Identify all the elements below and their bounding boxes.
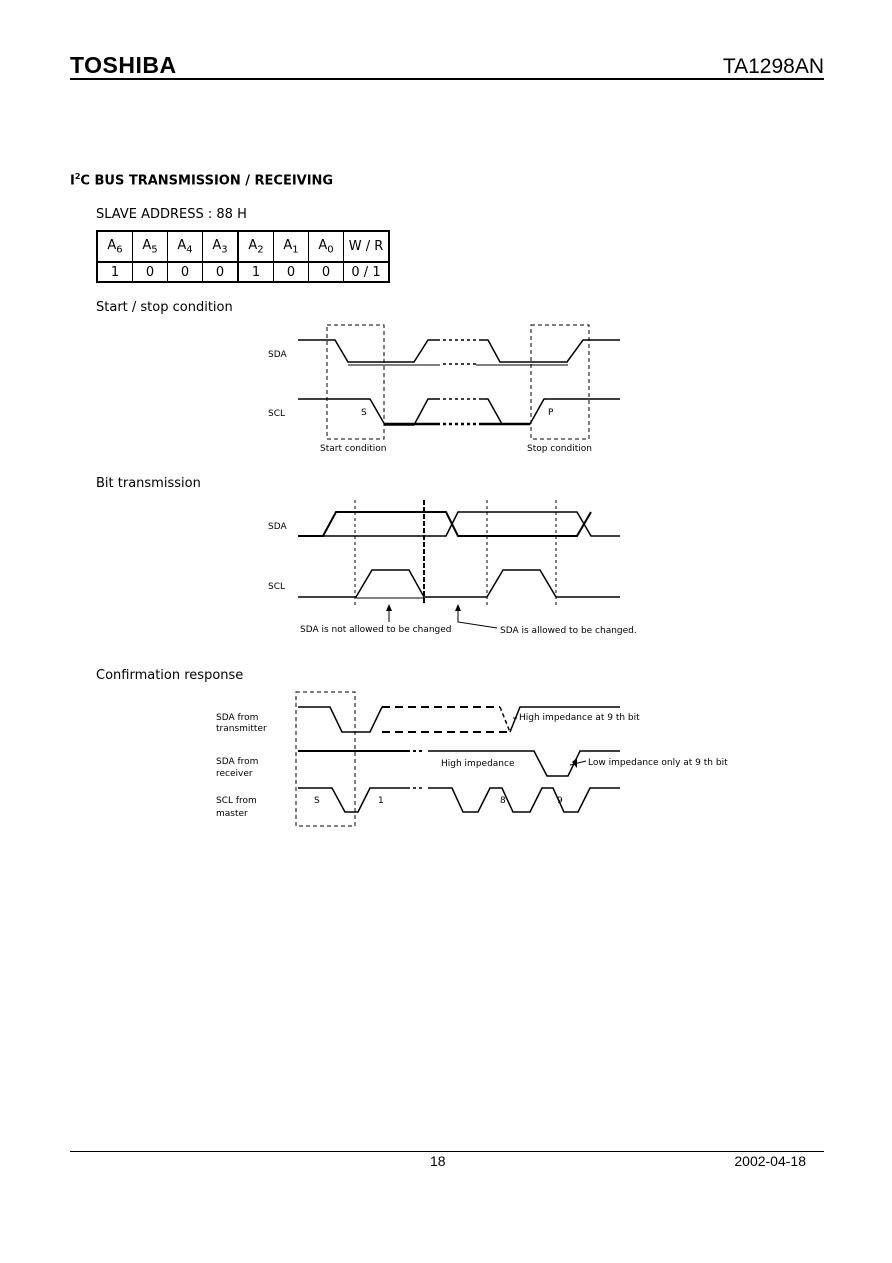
footer-rule xyxy=(70,1151,824,1152)
sda-transmitter-label: transmitter xyxy=(216,724,267,734)
sda-waveform xyxy=(322,512,620,536)
confirmation-diagram xyxy=(216,692,728,826)
sda-receiver-label: SDA from xyxy=(216,757,259,767)
page-number: 18 xyxy=(430,1153,446,1169)
bit-transmission-title: Bit transmission xyxy=(96,476,201,491)
arrow-head xyxy=(455,604,461,611)
allowed-note: SDA is allowed to be changed. xyxy=(500,626,637,636)
clock-9-label: 9 xyxy=(557,796,563,806)
scl-master-label: master xyxy=(216,809,248,819)
sda-waveform xyxy=(298,512,591,536)
bit-header: $A_1$ xyxy=(274,231,309,262)
sda-transmitter-label: SDA from xyxy=(216,713,259,723)
bit-value: 0 xyxy=(168,262,203,282)
arrow-head xyxy=(386,604,392,611)
start-stop-title: Start / stop condition xyxy=(96,300,233,315)
start-marker: S xyxy=(361,408,367,418)
footer-date: 2002-04-18 xyxy=(734,1153,806,1169)
slave-address-label: SLAVE ADDRESS : 88 H xyxy=(96,207,247,222)
sda-waveform xyxy=(298,340,440,362)
sda-receiver-label: receiver xyxy=(216,769,253,779)
scl-label: SCL xyxy=(268,409,286,419)
scl-label: SCL xyxy=(268,582,286,592)
start-marker: S xyxy=(314,796,320,806)
not-allowed-note: SDA is not allowed to be changed xyxy=(300,625,452,635)
sda-waveform xyxy=(479,340,620,362)
scl-master-waveform xyxy=(428,788,620,812)
section-title: $I^2C$ BUS TRANSMISSION / RECEIVING xyxy=(70,172,334,189)
sda-transmitter-waveform xyxy=(298,707,382,732)
low-z-9th-note: Low impedance only at 9 th bit xyxy=(588,758,728,768)
confirmation-title: Confirmation response xyxy=(96,668,244,683)
sda-label: SDA xyxy=(268,522,287,532)
clock-1-label: 1 xyxy=(378,796,384,806)
scl-master-label: SCL from xyxy=(216,796,257,806)
bit-transmission-diagram xyxy=(268,500,637,636)
arrow-allowed xyxy=(458,607,497,628)
bit-header: $A_2$ xyxy=(238,231,274,262)
sda-transmitter-dashed xyxy=(500,707,510,732)
bit-header: $A_5$ xyxy=(133,231,168,262)
start-stop-diagram xyxy=(268,325,620,454)
bit-value: 0 xyxy=(274,262,309,282)
bit-value: 0 xyxy=(309,262,344,282)
brand-logo: TOSHIBA xyxy=(70,52,177,78)
bit-value: 0 xyxy=(203,262,239,282)
bit-value: 1 xyxy=(238,262,274,282)
bit-header: $A_6$ xyxy=(97,231,133,262)
stop-marker: P xyxy=(548,408,554,418)
stop-condition-label: Stop condition xyxy=(527,444,592,454)
bit-header: $A_4$ xyxy=(168,231,203,262)
scl-waveform xyxy=(298,570,620,597)
start-condition-label: Start condition xyxy=(320,444,387,454)
sda-label: SDA xyxy=(268,350,287,360)
bit-value: 0 xyxy=(133,262,168,282)
bit-header: W / R xyxy=(344,231,390,262)
bit-header: $A_3$ xyxy=(203,231,239,262)
bit-header: $A_0$ xyxy=(309,231,344,262)
hi-z-9th-note: High impedance at 9 th bit xyxy=(519,713,640,723)
bit-value: 0 / 1 xyxy=(344,262,390,282)
stop-box xyxy=(531,325,589,439)
scl-waveform xyxy=(298,399,440,425)
part-number: TA1298AN xyxy=(722,55,824,78)
pointer xyxy=(570,761,586,765)
start-box xyxy=(296,692,355,826)
clock-8-label: 8 xyxy=(500,796,506,806)
bit-value: 1 xyxy=(97,262,133,282)
hi-z-note: High impedance xyxy=(441,759,515,769)
